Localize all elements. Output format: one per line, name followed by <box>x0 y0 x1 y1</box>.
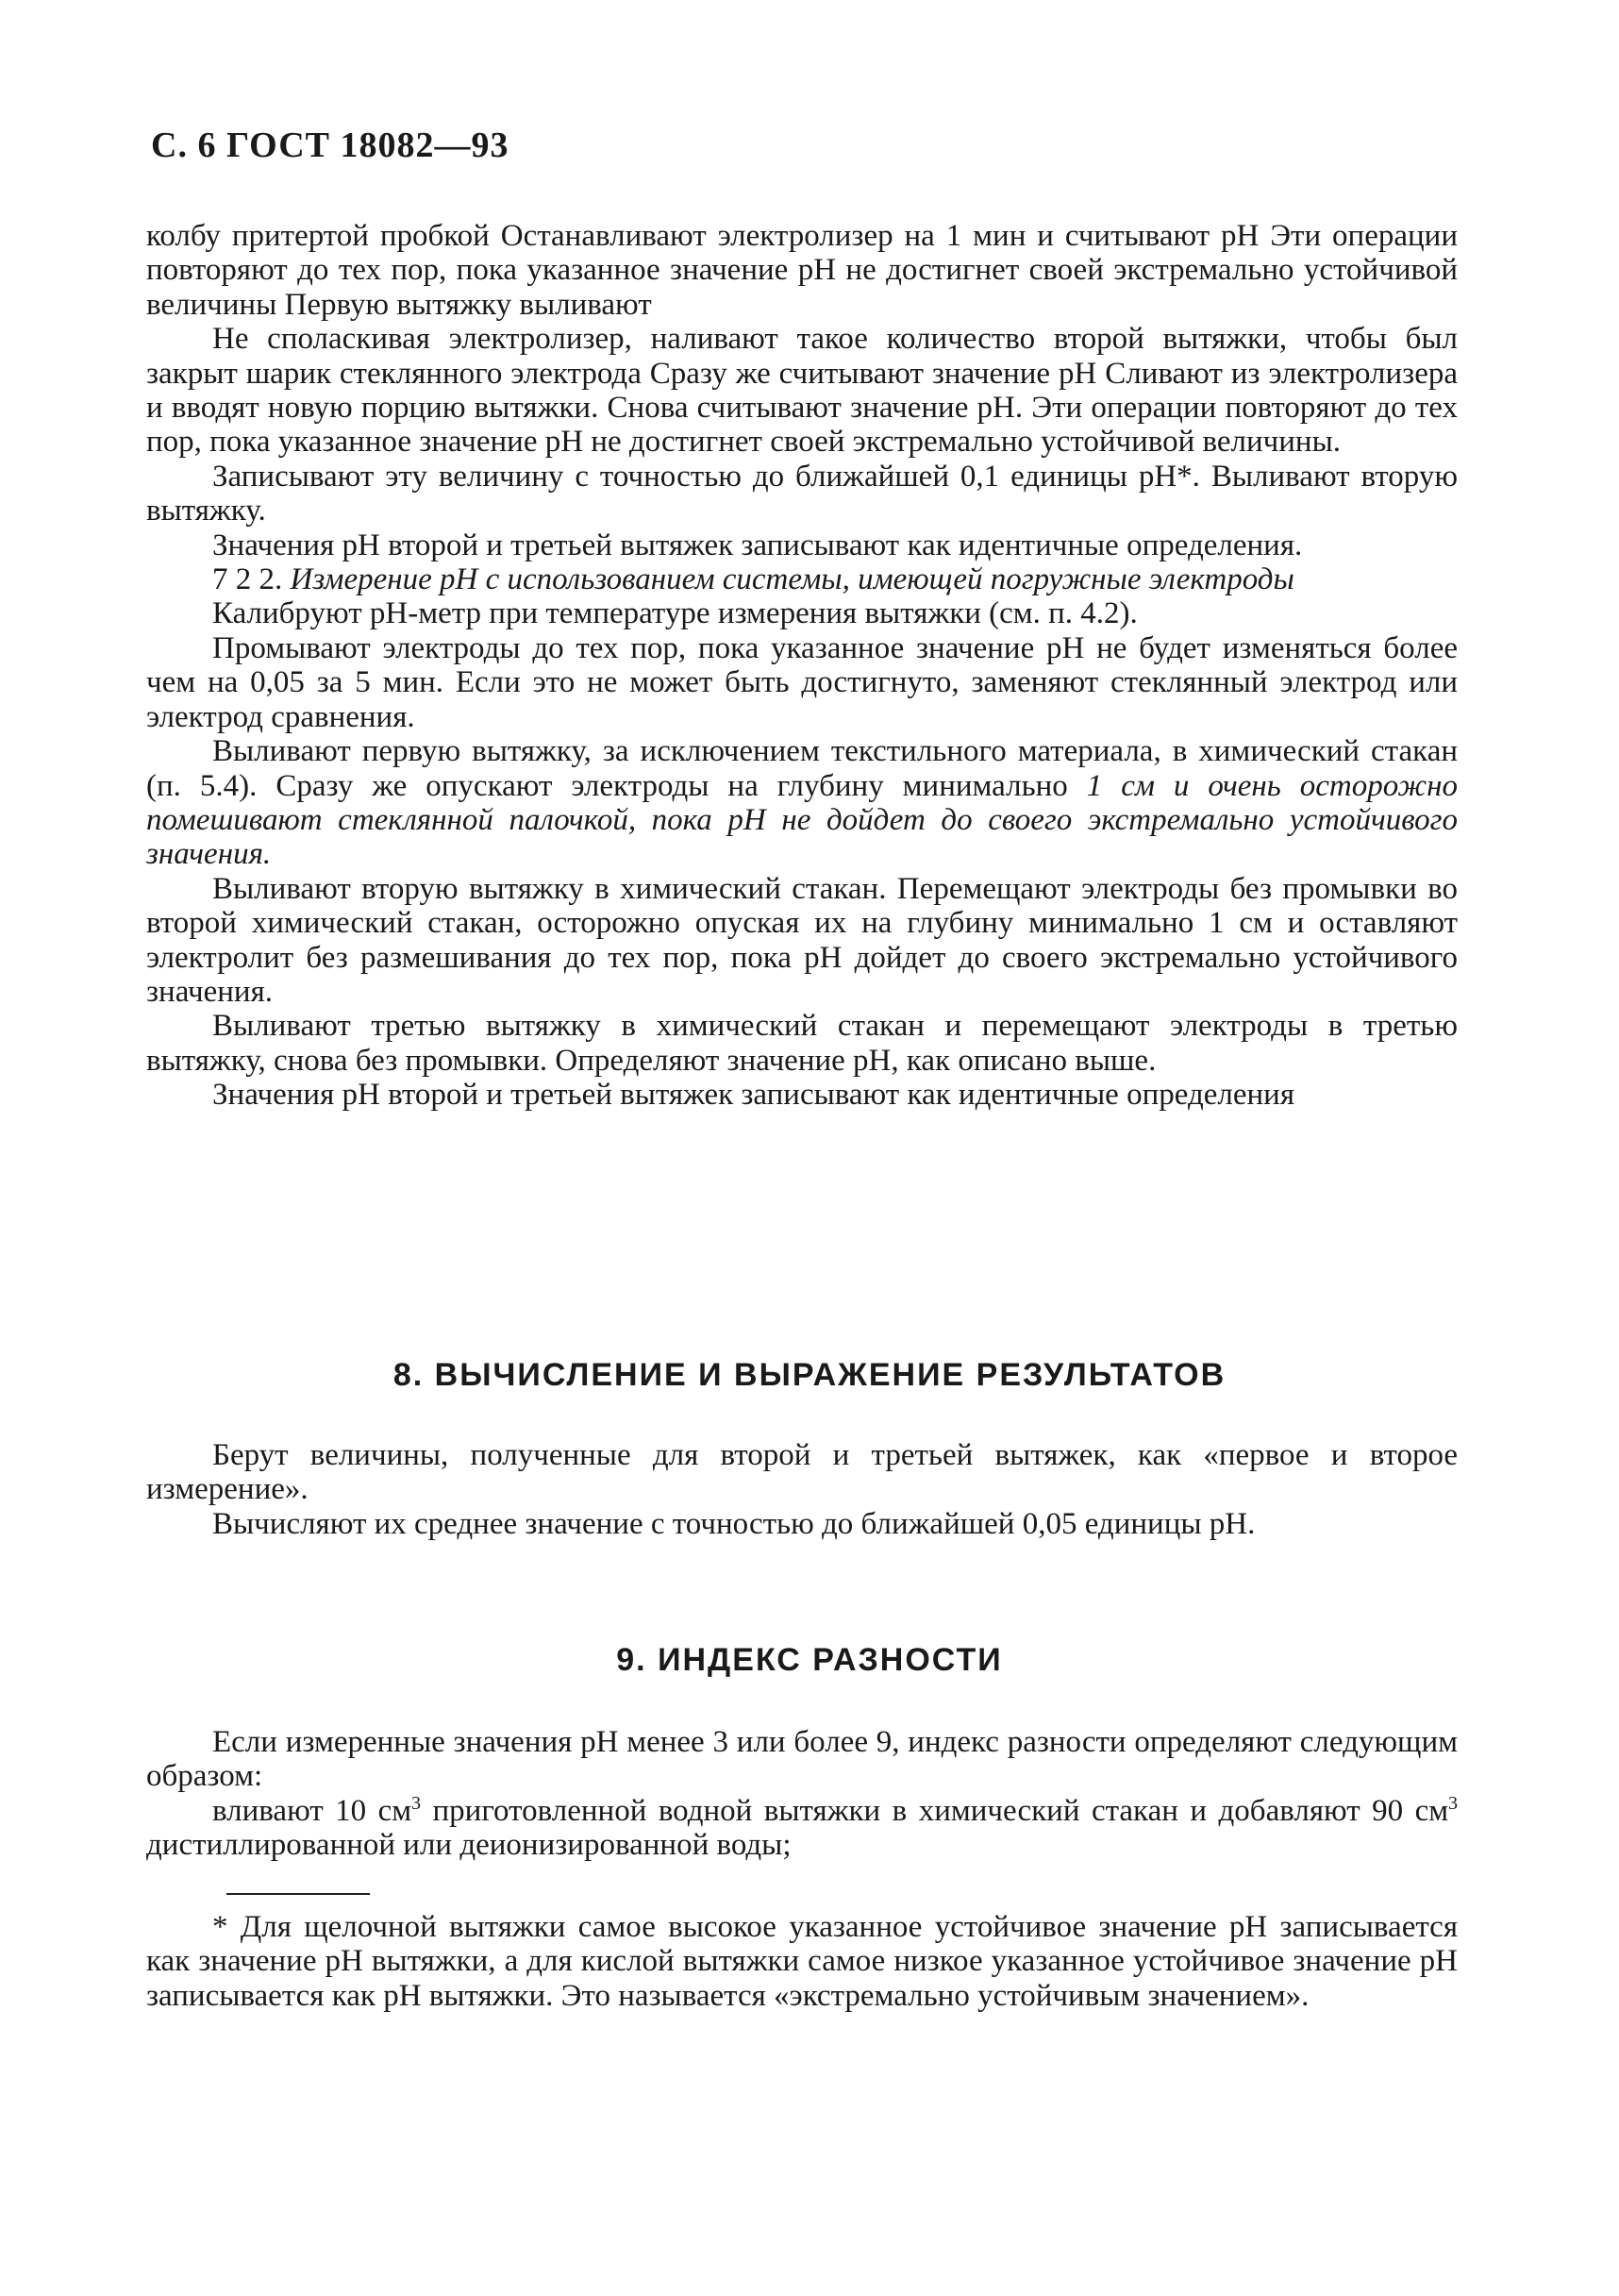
page-header: С. 6 ГОСТ 18082—93 <box>151 126 509 165</box>
paragraph-second-extract: Не споласкивая электролизер, наливают такое количество второй вытяжки, чтобы был закрыт шарик стеклянного электрода Сразу же считывают значение pH Сливают из электролизера и вводят новую порцию вытяжки. Снова считывают значение pH. Эти операции повторяют до тех пор, пока указанное значение pH не достигнет своей экстремально устойчивой величины. <box>146 322 1458 460</box>
paragraph-continuation: колбу притертой пробкой Останавливают электролизер на 1 мин и считывают pH Эти операции повторяют до тех пор, пока указанное значение pH не достигнет своей экстремально устойчивой величины Первую вытяжку выливают <box>146 219 1458 322</box>
text-fragment: приготовленной водной вытяжки в химический стакан и добавляют 90 см <box>421 1793 1449 1828</box>
paragraph-calibrate: Калибруют pH-метр при температуре измерения вытяжки (см. п. 4.2). <box>212 596 1138 631</box>
text-fragment-italic: и очень осторожно помешивают стеклянной палочкой, пока pH не дойдет до своего экстремально устойчивого значения. <box>146 768 1458 872</box>
text-fragment: дистиллированной или деионизированной воды; <box>146 1828 792 1863</box>
subsection-number: 7 2 2. <box>212 562 283 597</box>
paragraph-rinse-electrodes: Промывают электроды до тех пор, пока указанное значение pH не будет изменяться более чем на 0,05 за 5 мин. Если это не может быть достигнуто, заменяют стеклянный электрод или электрод сравнения. <box>146 630 1458 734</box>
paragraph-record-value: Записывают эту величину с точностью до ближайшей 0,1 единицы pH*. Выливают вторую вытяжку. <box>146 459 1458 528</box>
section-9-title: 9. ИНДЕКС РАЗНОСТИ <box>616 1642 1003 1678</box>
paragraph-identical-definitions: Значения pH второй и третьей вытяжек записывают как идентичные определения. <box>212 528 1303 562</box>
section-8-title: 8. ВЫЧИСЛЕНИЕ И ВЫРАЖЕНИЕ РЕЗУЛЬТАТОВ <box>392 1357 1227 1393</box>
paragraph-take-values: Берут величины, полученные для второй и третьей вытяжек, как «первое и второе измерение». <box>146 1438 1458 1507</box>
footnote-divider <box>226 1893 370 1895</box>
superscript: 3 <box>1448 1792 1458 1814</box>
subsection-title: Измерение pH с использованием системы, имеющей погружные электроды <box>290 562 1294 597</box>
subsection-heading-7-2-2 <box>146 562 1458 596</box>
text-fragment: вливают 10 см <box>212 1793 412 1828</box>
text-fragment-italic: 1 см <box>1086 768 1155 803</box>
paragraph-difference-index: Если измеренные значения pH менее 3 или более 9, индекс разности определяют следующим образом: <box>146 1725 1458 1794</box>
text-fragment: Выливают первую вытяжку, за исключением текстильного материала, в химический стакан (п. 5.4). Сразу же опускают электроды на глубину минимально <box>146 734 1458 803</box>
body-text-upper <box>146 219 1458 1113</box>
paragraph-identical-definitions-2: Значения pH второй и третьей вытяжек записывают как идентичные определения <box>212 1078 1294 1113</box>
paragraph-first-extract <box>146 734 1458 872</box>
section-8-body <box>146 1438 1458 1541</box>
paragraph-second-beaker: Выливают вторую вытяжку в химический стакан. Перемещают электроды без промывки во второй химический стакан, осторожно опуская их на глубину минимально 1 см и оставляют электролит без размешивания до тех пор, пока pH дойдет до своего экстремально устойчивого значения. <box>146 871 1458 1009</box>
superscript: 3 <box>411 1792 422 1814</box>
paragraph-compute-mean: Вычисляют их среднее значение с точностью до ближайшей 0,05 единицы pH. <box>212 1506 1256 1541</box>
section-9-body <box>146 1725 1458 1863</box>
footnote-block <box>146 1910 1458 2013</box>
paragraph-third-extract: Выливают третью вытяжку в химический стакан и перемещают электроды в третью вытяжку, снова без промывки. Определяют значение pH, как описано выше. <box>146 1009 1458 1078</box>
paragraph-pour-extract <box>146 1794 1458 1863</box>
footnote: * Для щелочной вытяжки самое высокое указанное устойчивое значение pH записывается как значение pH вытяжки, а для кислой вытяжки самое низкое указанное устойчивое значение pH записывается как pH вытяжки. Это называется «экстремально устойчивым значением». <box>146 1910 1458 2013</box>
